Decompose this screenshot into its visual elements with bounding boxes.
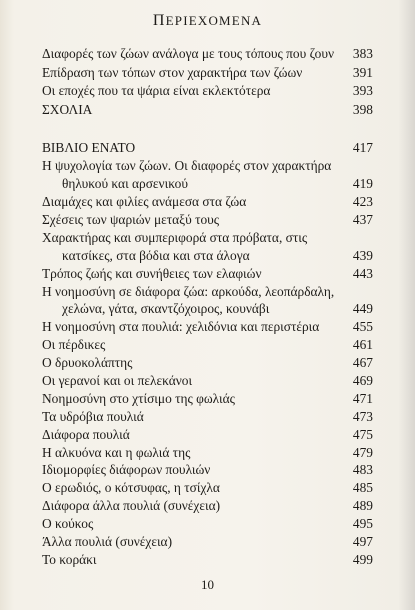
toc-entry — [42, 497, 373, 515]
toc-page-number: 471 — [352, 390, 373, 406]
toc-page-number: 437 — [352, 211, 373, 227]
toc-entry — [42, 101, 373, 120]
toc-entry-title: Άλλα πουλιά (συνέχεια) — [42, 533, 173, 549]
toc-page-number: 391 — [352, 64, 373, 80]
toc-entry-line — [42, 497, 373, 515]
toc-entry-line — [42, 300, 373, 318]
toc-entry-line — [42, 318, 373, 336]
toc-page-number: 483 — [352, 462, 373, 478]
toc-entry-title: Ο κούκος — [42, 516, 94, 532]
toc-entry-title: θηλυκού και αρσενικού — [62, 176, 188, 192]
toc-entry-title: ΣΧΟΛΙΑ — [42, 101, 93, 117]
toc-entry — [42, 45, 373, 64]
toc-entry-title: Ιδιομορφίες διάφορων πουλιών — [42, 462, 211, 478]
toc-entry-title: Τα υδρόβια πουλιά — [42, 408, 144, 424]
toc-entry — [42, 533, 373, 551]
toc-entry-line — [42, 408, 373, 426]
toc-page-number: 473 — [352, 408, 373, 424]
toc-entry — [42, 229, 373, 265]
toc-entry-title: Η ψυχολογία των ζώων. Οι διαφορές στον χαρακτήρα — [42, 158, 332, 174]
toc-entry-title: Διαφορές των ζώων ανάλογα με τους τόπους που ζουν — [42, 46, 335, 61]
toc-entry-line — [42, 64, 373, 83]
toc-entry-title: Το κοράκι — [42, 551, 97, 567]
toc-entry-title: Διάφορα άλλα πουλιά (συνέχεια) — [42, 498, 221, 514]
toc-entry-line — [42, 45, 373, 64]
toc-entry-title: Η νοημοσύνη στα πουλιά: χελιδόνια και περιστέρια — [42, 319, 320, 335]
toc-entry — [42, 551, 373, 569]
toc-page-number: 383 — [352, 46, 373, 61]
toc-entry-title: ΒΙΒΛΙΟ ΕΝΑΤΟ — [42, 140, 136, 156]
toc-page-number: 489 — [352, 498, 373, 514]
toc-entry-line — [42, 283, 373, 301]
toc-entry — [42, 318, 373, 336]
toc-page-number: 485 — [352, 480, 373, 496]
toc-entry — [42, 390, 373, 408]
toc-entry-line — [42, 461, 373, 479]
toc-entry-title: Νοημοσύνη στο χτίσιμο της φωλιάς — [42, 390, 235, 406]
toc-page-number: 497 — [352, 533, 373, 549]
toc-page-number: 469 — [352, 372, 373, 388]
toc-page-number: 475 — [352, 426, 373, 442]
toc-entry-title: Οι πέρδικες — [42, 337, 106, 353]
toc-entry-line — [42, 139, 373, 157]
toc-entry-line — [42, 372, 373, 390]
toc-entry-line — [42, 157, 373, 175]
toc-entry — [42, 64, 373, 83]
toc-entry — [42, 354, 373, 372]
toc-page-number: 479 — [352, 444, 373, 460]
toc-entry-line — [42, 390, 373, 408]
toc-entry — [42, 336, 373, 354]
toc-page-number: 461 — [352, 337, 373, 353]
toc-entry — [42, 193, 373, 211]
toc-entry-line — [42, 551, 373, 569]
toc-page-number: 423 — [352, 194, 373, 210]
toc-entry-title: Επίδραση των τόπων στον χαρακτήρα των ζώων — [42, 64, 303, 80]
toc-entry — [42, 157, 373, 193]
toc-page-number: 419 — [352, 176, 373, 192]
toc-entry-title: Η νοημοσύνη σε διάφορα ζώα: αρκούδα, λεοπάρδαλη, — [42, 283, 335, 299]
toc-page-number: 439 — [352, 247, 373, 263]
toc-entry — [42, 372, 373, 390]
toc-entry-line — [42, 247, 373, 265]
toc-entry-line — [42, 533, 373, 551]
toc-section — [42, 45, 373, 119]
toc-entry-title: Διαμάχες και φιλίες ανάμεσα στα ζώα — [42, 194, 247, 210]
toc-entry-line — [42, 515, 373, 533]
toc-entry-line — [42, 193, 373, 211]
toc-page-number: 393 — [352, 83, 373, 99]
toc-entry — [42, 82, 373, 101]
toc-entry — [42, 283, 373, 319]
toc-entry-line — [42, 426, 373, 444]
toc-entry-line — [42, 101, 373, 120]
toc-section — [42, 139, 373, 568]
toc-entry-line — [42, 229, 373, 247]
toc-entry-line — [42, 82, 373, 101]
toc-entry — [42, 211, 373, 229]
toc-entry — [42, 426, 373, 444]
toc-entry-line — [42, 479, 373, 497]
page-number: 10 — [201, 577, 214, 592]
toc-entry-title: κατσίκες, στα βόδια και στα άλογα — [62, 247, 250, 263]
toc-page-number: 455 — [352, 319, 373, 335]
toc-entry-title: Σχέσεις των ψαριών μεταξύ τους — [42, 211, 220, 227]
toc-entry-title: Ο ερωδιός, ο κότσυφας, η τσίχλα — [42, 480, 220, 496]
toc-entry — [42, 139, 373, 157]
toc-entry-line — [42, 354, 373, 372]
toc-entry-title: Τρόπος ζωής και συνήθειες των ελαφιών — [42, 265, 262, 281]
toc-entry — [42, 479, 373, 497]
toc-entry-title: Οι εποχές που τα ψάρια είναι εκλεκτότερα — [42, 83, 271, 99]
toc-entry — [42, 444, 373, 462]
toc-entry-line — [42, 265, 373, 283]
toc-entry-title: Διάφορα πουλιά — [42, 426, 130, 442]
toc-page-number: 449 — [352, 301, 373, 317]
toc-entry-line — [42, 444, 373, 462]
table-of-contents — [42, 45, 373, 569]
toc-entry-title: Ο δρυοκολάπτης — [42, 355, 133, 371]
toc-page-number: 398 — [352, 101, 373, 117]
toc-page-number: 443 — [352, 265, 373, 281]
toc-entry — [42, 461, 373, 479]
toc-entry-title: χελώνα, γάτα, σκαντζόχοιρος, κουνάβι — [62, 301, 270, 317]
toc-page-number: 467 — [352, 355, 373, 371]
running-head-title: ΠΕΡΙΕΧΟΜΕΝΑ — [152, 12, 263, 29]
toc-entry — [42, 515, 373, 533]
toc-entry-title: Η αλκυόνα και η φωλιά της — [42, 444, 191, 460]
toc-page-number: 495 — [352, 516, 373, 532]
toc-page-number: 417 — [352, 140, 373, 156]
toc-entry-line — [42, 336, 373, 354]
toc-entry-title: Οι γερανοί και οι πελεκάνοι — [42, 372, 193, 388]
toc-entry-line — [42, 211, 373, 229]
toc-entry — [42, 265, 373, 283]
toc-entry — [42, 408, 373, 426]
toc-page-number: 499 — [352, 551, 373, 567]
toc-entry-line — [42, 175, 373, 193]
toc-entry-title: Χαρακτήρας και συμπεριφορά στα πρόβατα, στις — [42, 229, 308, 245]
